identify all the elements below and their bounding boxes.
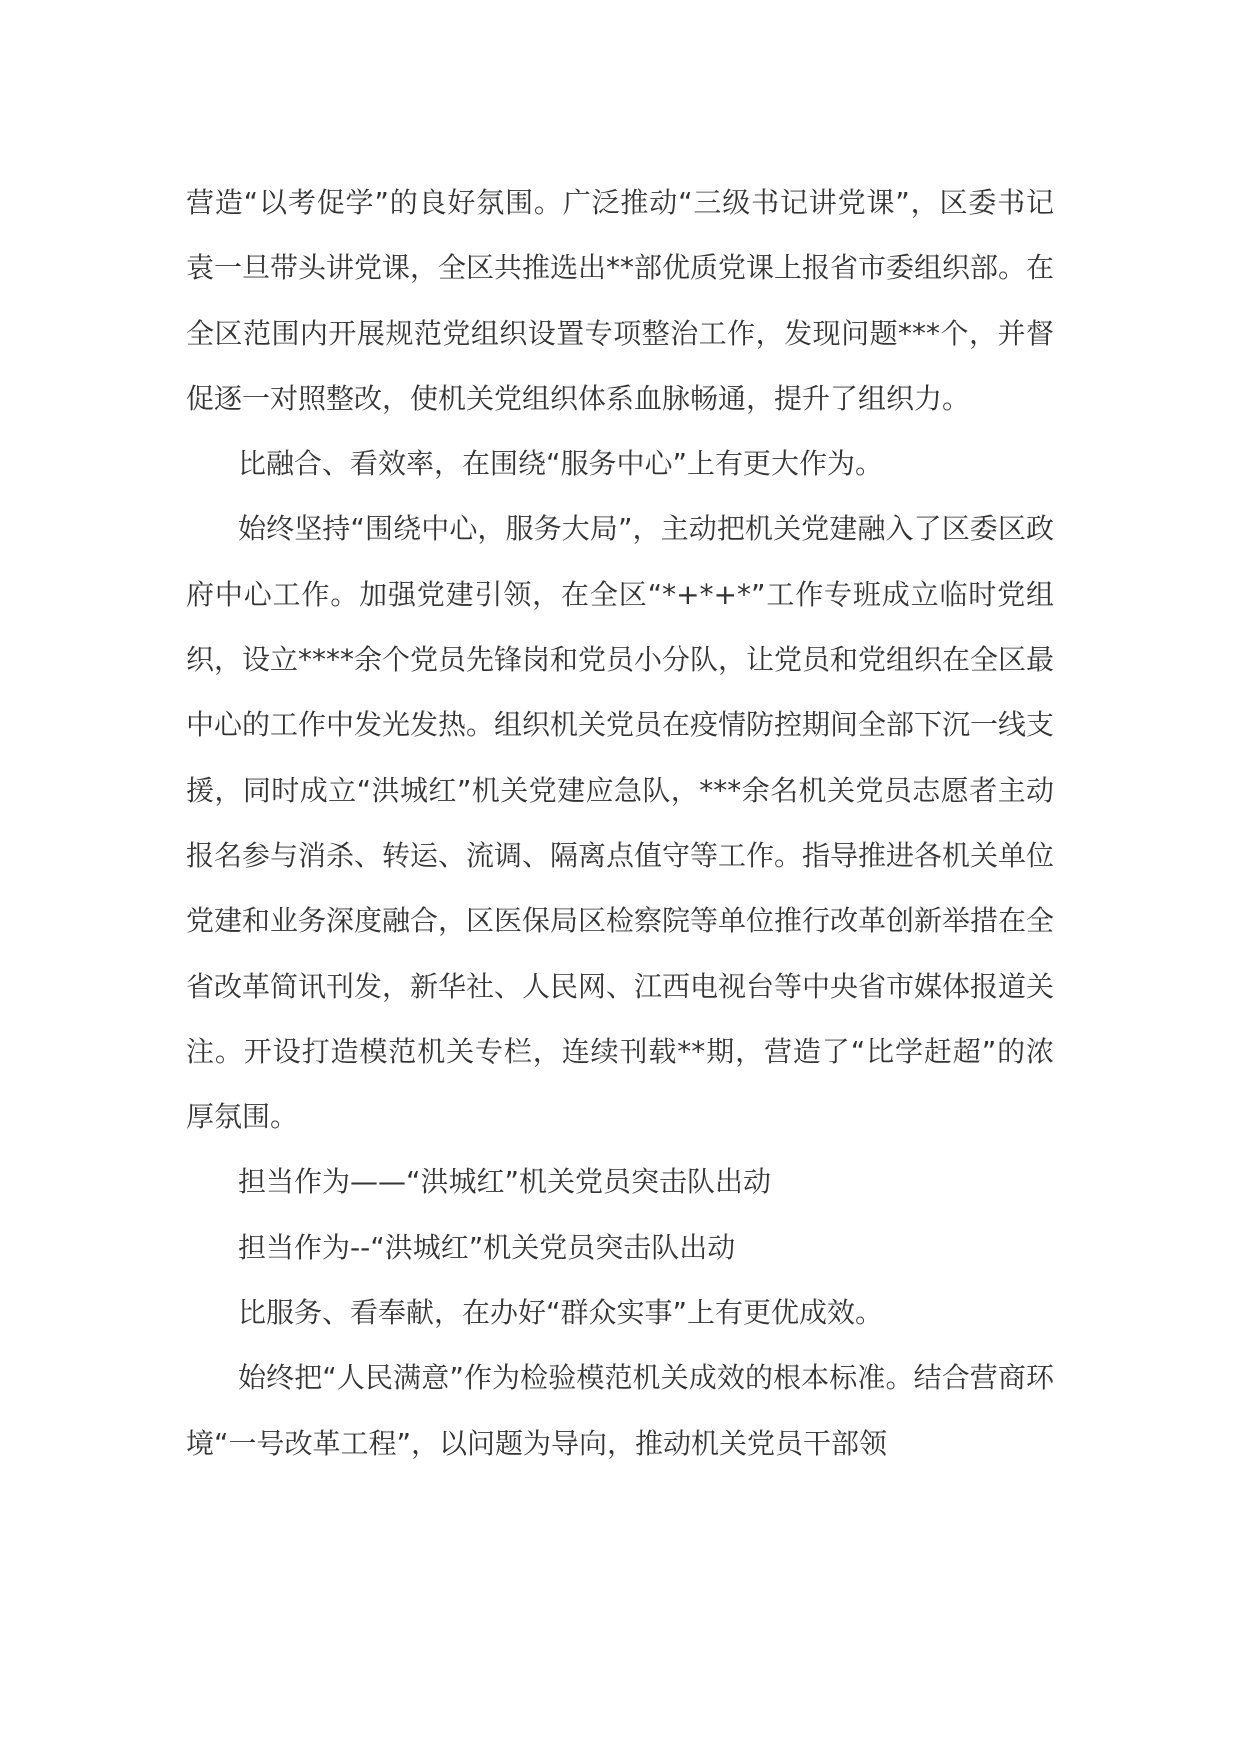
paragraph-5: 担当作为--“洪城红”机关党员突击队出动: [238, 1230, 736, 1264]
paragraph-6: 比服务、看奉献，在办好“群众实事”上有更优成效。: [238, 1296, 884, 1330]
paragraph-3: 始终坚持“围绕中心，服务大局”，主动把机关党建融入了区委区政府中心工作。加强党建引领，在全区“*+*+*”工作专班成立临时党组织，设立****余个党员先锋岗和党员小分队，让党员和党组织在全区最中心的工作中发光发热。组织机关党员在疫情防控期间全部下沉一线支援，同时成立“洪城红”机关党建应急队，***余名机关党员志愿者主动报名参与消杀、转运、流调、隔离点值守等工作。指导推进各机关单位党建和业务深度融合，区医保局区检察院等单位推行改革创新举措在全省改革简讯刊发，新华社、人民网、江西电视台等中央省市媒体报道关注。开设打造模范机关专栏，连续刊载**期，营造了“比学赶超”的浓厚氛围。: [186, 512, 1055, 1134]
paragraph-2: 比融合、看效率，在围绕“服务中心”上有更大作为。: [238, 447, 884, 481]
paragraph-4: 担当作为——“洪城红”机关党员突击队出动: [238, 1165, 772, 1199]
document-body: [186, 170, 1054, 1476]
paragraph-1: 营造“以考促学”的良好氛围。广泛推动“三级书记讲党课”，区委书记袁一旦带头讲党课，全区共推选出**部优质党课上报省市委组织部。在全区范围内开展规范党组织设置专项整治工作，发现问题***个，并督促逐一对照整改，使机关党组织体系血脉畅通，提升了组织力。: [186, 186, 1055, 415]
paragraph-7: 始终把“人民满意”作为检验模范机关成效的根本标准。结合营商环境“一号改革工程”，以问题为导向，推动机关党员干部领: [186, 1361, 1054, 1460]
